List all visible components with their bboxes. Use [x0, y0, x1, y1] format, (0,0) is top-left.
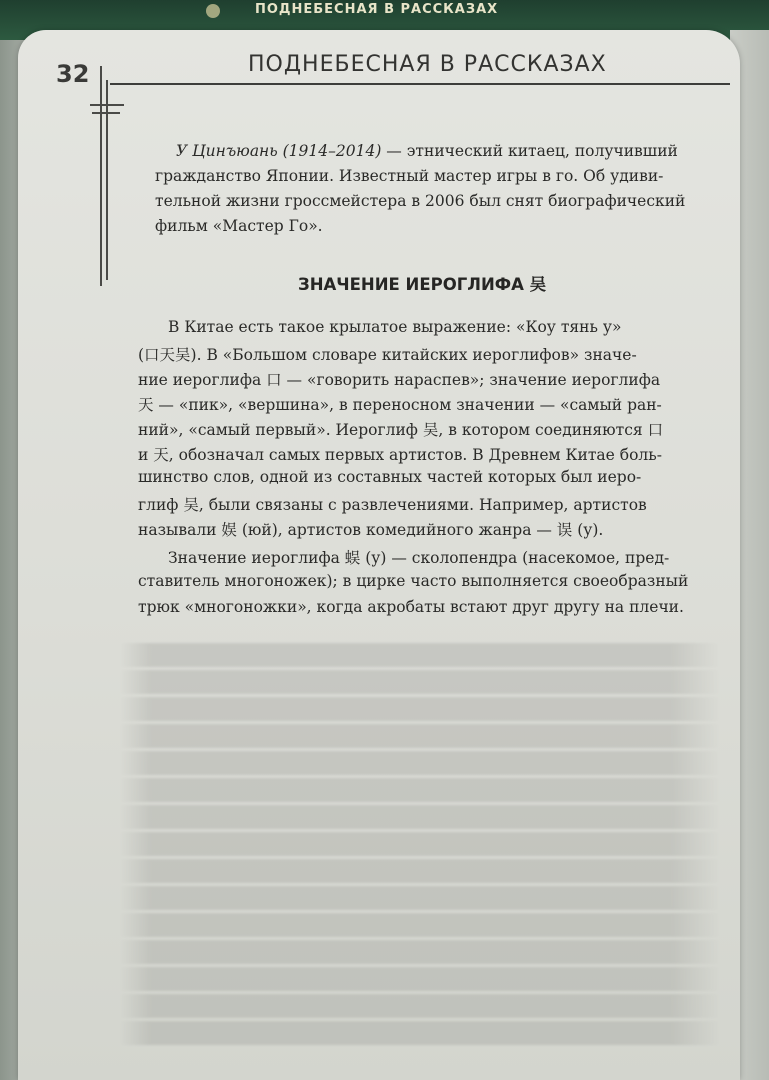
- paragraph-line: ний», «самый первый». Иероглиф 吴, в котором соединяются 口: [138, 421, 664, 439]
- paragraph-line: (口天吴). В «Большом словаре китайских иероглифов» значе-: [138, 346, 637, 364]
- paragraph-line: глиф 吴, были связаны с развлечениями. Например, артистов: [138, 496, 647, 514]
- section-heading: ЗНАЧЕНИЕ ИЕРОГЛИФА 吴: [298, 275, 547, 294]
- bio-line: тельной жизни гроссмейстера в 2006 был снят биографический: [155, 192, 686, 210]
- bleed-through-text: [120, 640, 720, 1080]
- paragraph-line: и 天, обозначал самых первых артистов. В Древнем Китае боль-: [138, 446, 662, 464]
- decorative-rule: [92, 112, 120, 114]
- paragraph-line: Значение иероглифа 蜈 (у) — сколопендра (насекомое, пред-: [168, 549, 670, 567]
- header-rule: [110, 83, 730, 85]
- paragraph-line: ставитель многоножек); в цирке часто выполняется своеобразный: [138, 572, 689, 590]
- paragraph-line: называли 娱 (юй), артистов комедийного жанра — 误 (у).: [138, 521, 604, 539]
- bio-line-rest: — этнический китаец, получивший: [381, 142, 678, 160]
- paragraph-line: 天 — «пик», «вершина», в переносном значении — «самый ран-: [138, 396, 662, 414]
- bio-line: гражданство Японии. Известный мастер игры в го. Об удиви-: [155, 167, 664, 185]
- cover-title: ПОДНЕБЕСНАЯ В РАССКАЗАХ: [255, 2, 499, 17]
- paragraph-line: шинство слов, одной из составных частей которых был иеро-: [138, 468, 642, 486]
- decorative-rule: [90, 104, 124, 106]
- decorative-rule: [100, 66, 102, 286]
- decorative-rule: [106, 80, 108, 280]
- page-number: 32: [56, 60, 90, 88]
- paragraph-line: трюк «многоножки», когда акробаты встают друг другу на плечи.: [138, 598, 684, 616]
- paragraph-line: В Китае есть такое крылатое выражение: «Коу тянь у»: [168, 318, 622, 336]
- running-header: ПОДНЕБЕСНАЯ В РАССКАЗАХ: [248, 52, 607, 77]
- cover-emblem-icon: [206, 4, 220, 18]
- bio-line: [176, 142, 678, 160]
- paragraph-line: ние иероглифа 口 — «говорить нараспев»; значение иероглифа: [138, 371, 661, 389]
- bio-name-dates: У Цинъюань (1914–2014): [176, 142, 382, 160]
- bio-line: фильм «Мастер Го».: [155, 217, 323, 235]
